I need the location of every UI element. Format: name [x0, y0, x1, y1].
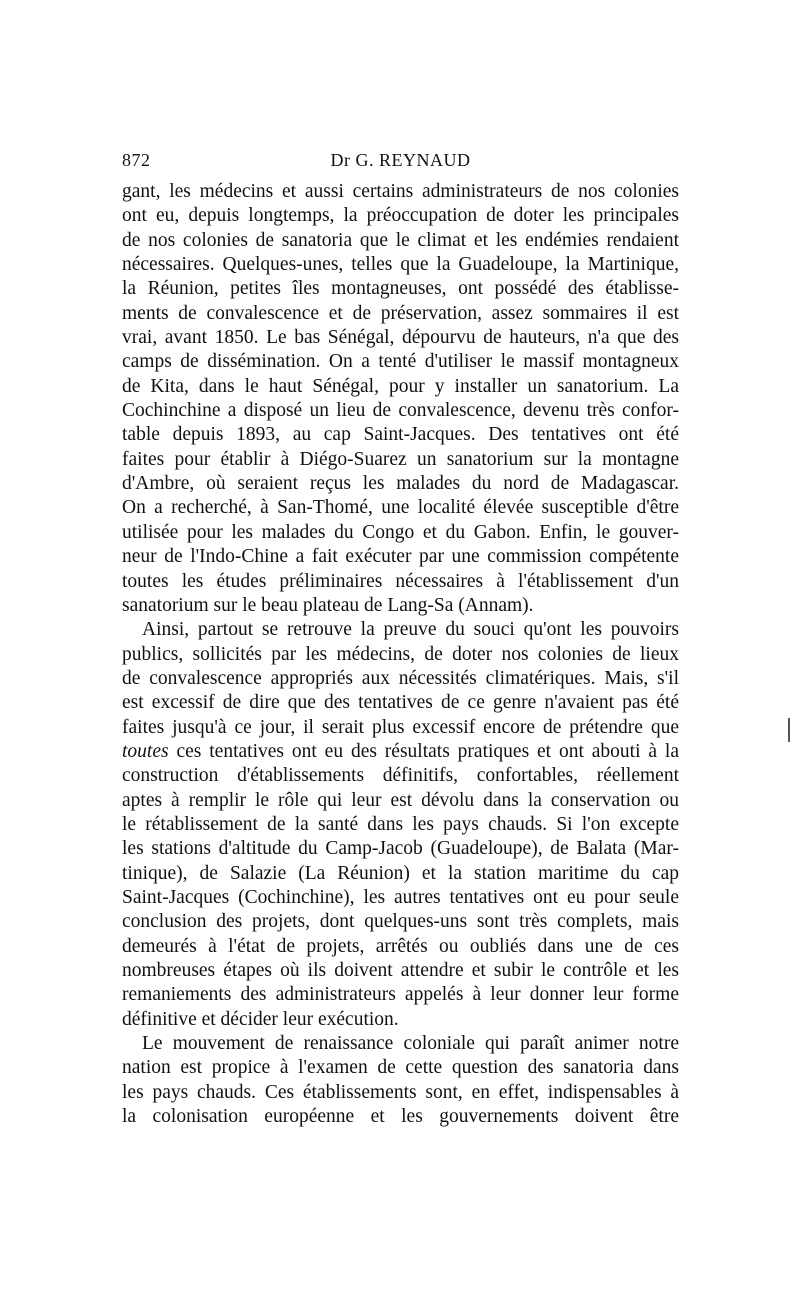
text-line: On a recherché, à San-Thomé, une localité élevée susceptible d'être: [122, 497, 679, 519]
text-line: de Kita, dans le haut Sénégal, pour y installer un sanatorium. La: [122, 375, 679, 397]
text-line: faites pour établir à Diégo-Suarez un sanatorium sur la montagne: [122, 448, 679, 470]
text-line: définitive et décider leur exécution.: [122, 1008, 399, 1030]
running-head: [122, 150, 679, 174]
paragraph-start-line: Le mouvement de renaissance coloniale qui paraît animer notre: [142, 1033, 679, 1055]
text-line: tinique), de Salazie (La Réunion) et la station maritime du cap: [122, 862, 679, 884]
text-line: construction d'établissements définitifs, confortables, réellement: [122, 765, 679, 787]
text-line: les stations d'altitude du Camp-Jacob (Guadeloupe), de Balata (Mar-: [122, 838, 679, 860]
text-line: la colonisation européenne et les gouvernements doivent être: [122, 1106, 679, 1128]
text-line: ments de convalescence et de préservation, assez sommaires il est: [122, 302, 679, 324]
text-line: vrai, avant 1850. Le bas Sénégal, dépourvu de hauteurs, n'a que des: [122, 327, 679, 349]
text-line: neur de l'Indo-Chine a fait exécuter par une commission compétente: [122, 546, 679, 568]
text-line: est excessif de dire que des tentatives de ce genre n'avaient pas été: [122, 692, 679, 714]
text-line-with-italic: [122, 740, 679, 764]
body-text: [122, 180, 679, 1129]
text-line: nombreuses étapes où ils doivent attendre et subir le contrôle et les: [122, 960, 679, 981]
text-line: conclusion des projets, dont quelques-uns sont très complets, mais: [122, 911, 679, 933]
text-line: les pays chauds. Ces établissements sont, en effet, indispensables à: [122, 1081, 679, 1103]
text-line: toutes les études préliminaires nécessaires à l'établissement d'un: [122, 570, 679, 592]
text-line: demeurés à l'état de projets, arrêtés ou oubliés dans une de ces: [122, 935, 679, 957]
text-line: table depuis 1893, au cap Saint-Jacques. Des tentatives ont été: [122, 424, 679, 446]
text-line: gant, les médecins et aussi certains administrateurs de nos colonies: [122, 181, 679, 202]
running-head-title: Dr G. REYNAUD: [330, 150, 471, 170]
text-line: la Réunion, petites îles montagneuses, ont possédé des établisse-: [122, 278, 679, 300]
text-line-remainder: ces tentatives ont eu des résultats pratiques et ont abouti à la: [176, 740, 679, 762]
text-line: sanatorium sur le beau plateau de Lang-Sa (Annam).: [122, 594, 534, 616]
page-number: 872: [122, 150, 151, 170]
text-line: de convalescence appropriés aux nécessités climatériques. Mais, s'il: [122, 667, 679, 689]
text-line: camps de dissémination. On a tenté d'utiliser le massif montagneux: [122, 351, 679, 373]
text-line: publics, sollicités par les médecins, de doter nos colonies de lieux: [122, 643, 679, 665]
text-line: le rétablissement de la santé dans les pays chauds. Si l'on excepte: [122, 813, 679, 835]
text-line: remaniements des administrateurs appelés à leur donner leur forme: [122, 984, 679, 1006]
paragraph-start-line: Ainsi, partout se retrouve la preuve du souci qu'ont les pouvoirs: [142, 619, 679, 641]
scan-edge-mark: [788, 718, 790, 742]
text-line: faites jusqu'à ce jour, il serait plus excessif encore de prétendre que: [122, 716, 679, 738]
text-line: utilisée pour les malades du Congo et du Gabon. Enfin, le gouver-: [122, 521, 679, 543]
text-line: nécessaires. Quelques-unes, telles que la Guadeloupe, la Martinique,: [122, 254, 679, 276]
text-line: Cochinchine a disposé un lieu de convalescence, devenu très confor-: [122, 400, 679, 422]
text-line: aptes à remplir le rôle qui leur est dévolu dans la conservation ou: [122, 789, 679, 811]
text-line: d'Ambre, où seraient reçus les malades du nord de Madagascar.: [122, 473, 679, 495]
text-line: nation est propice à l'examen de cette question des sanatoria dans: [122, 1057, 679, 1079]
italic-word: toutes: [122, 740, 169, 762]
text-line: ont eu, depuis longtemps, la préoccupation de doter les principales: [122, 205, 679, 227]
text-line: de nos colonies de sanatoria que le climat et les endémies rendaient: [122, 229, 679, 251]
text-line: Saint-Jacques (Cochinchine), les autres tentatives ont eu pour seule: [122, 886, 679, 908]
